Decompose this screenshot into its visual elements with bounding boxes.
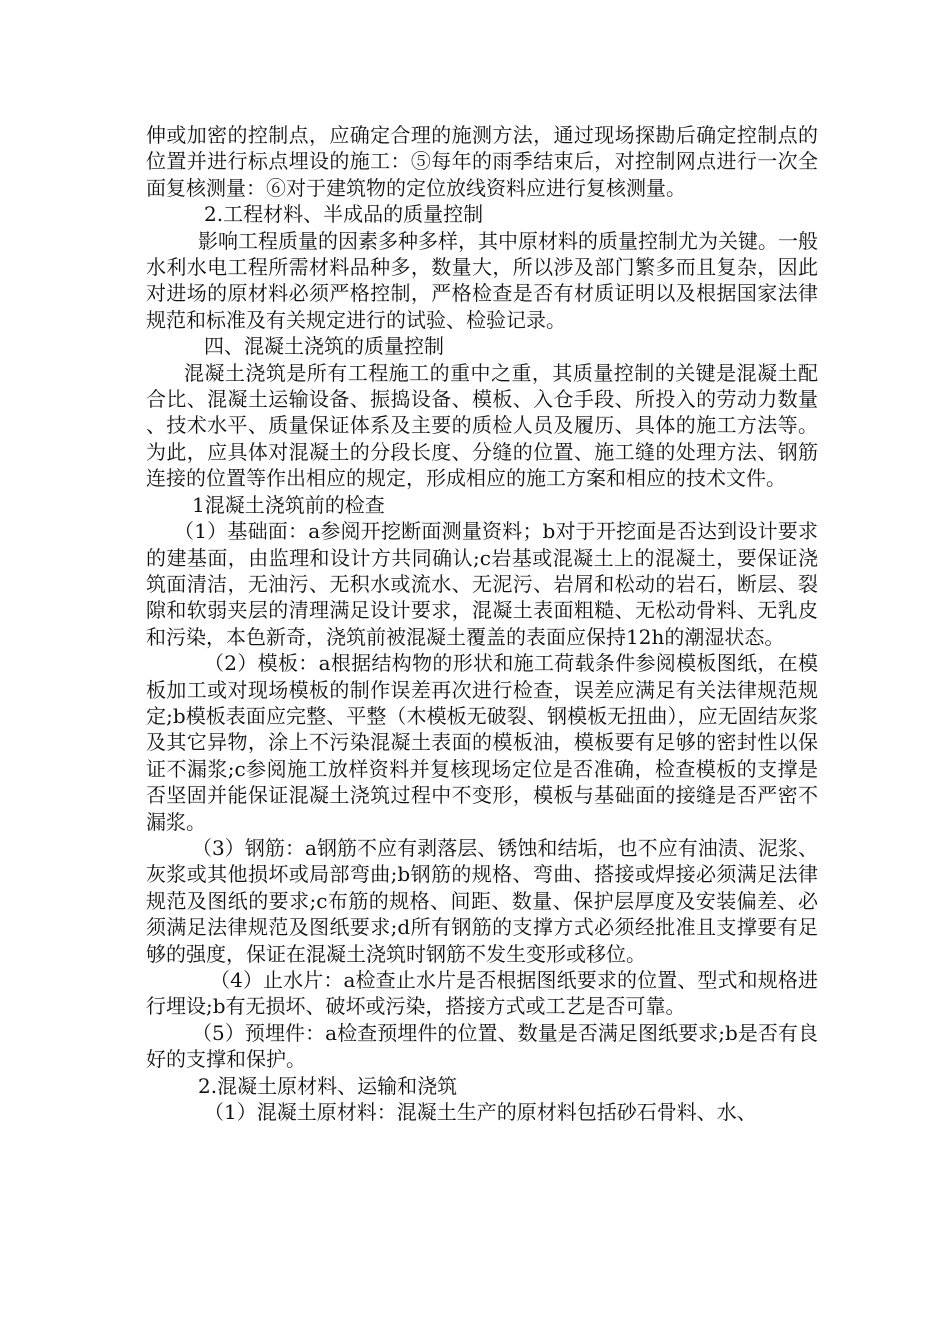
paragraph-embedded-parts: （5）预埋件：a检查预埋件的位置、数量是否满足图纸要求;b是否有良好的支撑和保护。 bbox=[146, 1020, 818, 1072]
heading-raw-materials-transport: 2.混凝土原材料、运输和浇筑 bbox=[198, 1073, 458, 1098]
paragraph-formwork: （2）模板：a根据结构物的形状和施工荷载条件参阅模板图纸，在模板加工或对现场模板的制作误差再次进行检查，误差应满足有关法律规范规定;b模板表面应完整、平整（木模板无破裂、钢模板无扭曲），应无固结灰浆及其它异物，涂上不污染混凝土表面的模板油，模板要有足够的密封性以保证不漏浆;c参阅施工放样资料并复核现场定位是否准确，检查模板的支撑是否坚固并能保证混凝土浇筑过程中不变形，模板与基础面的接缝是否严密不漏浆。 bbox=[146, 651, 818, 834]
paragraph-rebar: （3）钢筋：a钢筋不应有剥落层、锈蚀和结垢，也不应有油渍、泥浆、灰浆或其他损坏或局部弯曲;b钢筋的规格、弯曲、搭接或焊接必须满足法律规范及图纸的要求;c布筋的规格、间距、数量、保护层厚度及安装偏差、必须满足法律规范及图纸要求;d所有钢筋的支撑方式必须经批准且支撑要有足够的强度，保证在混凝土浇筑时钢筋不发生变形或移位。 bbox=[146, 835, 818, 966]
paragraph-raw-materials: （1）混凝土原材料：混凝土生产的原材料包括砂石骨料、水、 bbox=[204, 1100, 757, 1125]
document-body bbox=[146, 122, 818, 1125]
heading-concrete-pouring-quality: 四、混凝土浇筑的质量控制 bbox=[204, 334, 444, 359]
paragraph-waterstop: （4）止水片：a检查止水片是否根据图纸要求的位置、型式和规格进行埋设;b有无损坏、破坏或污染，搭接方式或工艺是否可靠。 bbox=[146, 968, 818, 1019]
paragraph-concrete-pouring: 混凝土浇筑是所有工程施工的重中之重，其质量控制的关键是混凝土配合比、混凝土运输设备、振捣设备、模板、入仓手段、所投入的劳动力数量、技术水平、质量保证体系及主要的质检人员及履历、具体的施工方法等。为此，应具体对混凝土的分段长度、分缝的位置、施工缝的处理方法、钢筋连接的位置等作出相应的规定，形成相应的施工方案和相应的技术文件。 bbox=[146, 360, 818, 491]
paragraph-survey-control-continued: 伸或加密的控制点，应确定合理的施测方法，通过现场探勘后确定控制点的位置并进行标点埋设的施工：⑤每年的雨季结束后，对控制网点进行一次全面复核测量：⑥对于建筑物的定位放线资料应进行复核测量。 bbox=[146, 123, 818, 200]
heading-material-quality-control: 2.工程材料、半成品的质量控制 bbox=[204, 202, 484, 227]
paragraph-material-quality: 影响工程质量的因素多种多样，其中原材料的质量控制尤为关键。一般水利水电工程所需材料品种多，数量大，所以涉及部门繁多而且复杂，因此对进场的原材料必须严格控制，严格检查是否有材质证明以及根据国家法律规范和标准及有关规定进行的试验、检验记录。 bbox=[146, 228, 818, 332]
paragraph-foundation-surface: （1）基础面：a参阅开挖断面测量资料；b对于开挖面是否达到设计要求的建基面，由监理和设计方共同确认;c岩基或混凝土上的混凝土，要保证浇筑面清洁，无油污、无积水或流水、无泥污、岩屑和松动的岩石，断层、裂隙和软弱夹层的清理满足设计要求，混凝土表面粗糙、无松动骨料、无乳皮和污染，本色新奇，浇筑前被混凝土覆盖的表面应保持12h的潮湿状态。 bbox=[146, 519, 818, 649]
heading-pre-pouring-inspection: 1混凝土浇筑前的检查 bbox=[192, 492, 385, 517]
